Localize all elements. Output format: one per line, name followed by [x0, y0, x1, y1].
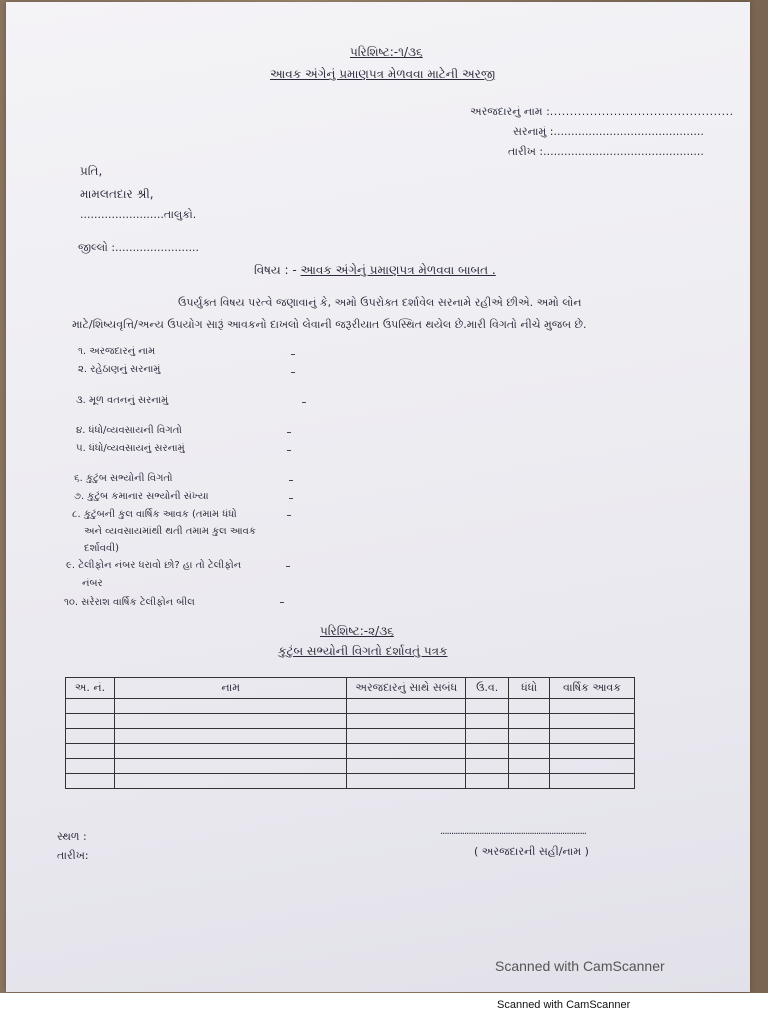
- field-dash: [287, 515, 291, 516]
- table-row: [66, 759, 635, 774]
- annexure-2-title: કુટુંબ સભ્યોની વિગતો દર્શાવતું પત્રક: [278, 644, 448, 658]
- field-business-details: ૪. ધંધો/વ્યવસાયની વિગતો: [76, 425, 182, 436]
- field-residence-address: ૨. રહેઠાણનું સરનામું: [78, 364, 161, 375]
- table-cell: [347, 744, 466, 759]
- field-annual-income-end: દર્શાવવી): [84, 543, 119, 554]
- table-cell: [114, 759, 346, 774]
- col-relation: અરજદારનું સાથે સબંધ: [347, 678, 466, 699]
- applicant-name-label: અરજદારનું નામ :: [470, 105, 550, 118]
- table-cell: [466, 744, 509, 759]
- table-cell: [66, 759, 115, 774]
- table-cell: [466, 774, 509, 789]
- subject-text: આવક અંગેનું પ્રમાણપત્ર મેળવવા બાબત .: [300, 263, 496, 277]
- field-annual-income-cont: અને વ્યવસાયમાંથી થતી તમામ કુલ આવક: [84, 526, 256, 537]
- table-cell: [114, 729, 346, 744]
- table-cell: [347, 729, 466, 744]
- date-label: તારીખ:: [57, 849, 89, 862]
- table-cell: [114, 774, 346, 789]
- table-cell: [509, 714, 550, 729]
- table-row: [66, 699, 635, 714]
- addressee-district: જીલ્લો :........................: [78, 241, 199, 254]
- field-applicant-name: ૧. અરજદારનું નામ: [78, 346, 156, 357]
- table-cell: [66, 774, 115, 789]
- subject-label: વિષય : -: [254, 263, 297, 277]
- table-header-row: [66, 678, 635, 699]
- table-cell: [66, 699, 115, 714]
- col-serial-number: અ. નં.: [66, 678, 115, 699]
- field-family-members: ૬. કુટુંબ સભ્યોની વિગતો: [74, 473, 173, 484]
- field-native-address: ૩. મૂળ વતનનું સરનામું: [76, 395, 169, 406]
- annexure-1-label: પરિશિષ્ટ:-૧/૩૬: [350, 45, 423, 59]
- table-cell: [347, 699, 466, 714]
- family-members-table: [65, 677, 635, 789]
- field-dash: [291, 372, 295, 373]
- field-telephone: ૯. ટેલીફોન નંબર ધરાવો છો? હા તો ટેલીફોન: [66, 560, 242, 571]
- table-cell: [347, 759, 466, 774]
- table-cell: [466, 759, 509, 774]
- field-earning-members: ૭. કુટુંબ કમાનાર સભ્યોની સંખ્યા: [74, 491, 209, 502]
- table-cell: [550, 729, 635, 744]
- field-dash: [289, 480, 293, 481]
- field-telephone-number: નંબર: [82, 578, 103, 589]
- footer-bar: [0, 993, 768, 1024]
- table-cell: [114, 744, 346, 759]
- table-cell: [66, 729, 115, 744]
- table-cell: [550, 714, 635, 729]
- table-cell: [509, 699, 550, 714]
- table-cell: [550, 744, 635, 759]
- field-dash: [302, 402, 306, 403]
- table-row: [66, 774, 635, 789]
- applicant-date-label: તારીખ :: [508, 145, 544, 158]
- table-cell: [550, 759, 635, 774]
- table-cell: [509, 774, 550, 789]
- camscanner-footer-text: Scanned with CamScanner: [497, 999, 631, 1011]
- signature-label: ( અરજદારની સહી/નામ ): [474, 845, 589, 858]
- table-cell: [509, 759, 550, 774]
- place-label: સ્થળ :: [57, 830, 87, 843]
- col-name: નામ: [114, 678, 346, 699]
- table-cell: [114, 714, 346, 729]
- table-cell: [347, 714, 466, 729]
- table-cell: [509, 744, 550, 759]
- field-dash: [287, 450, 291, 451]
- addressee-to: પ્રતિ,: [80, 164, 103, 178]
- table-cell: [66, 744, 115, 759]
- table-cell: [347, 774, 466, 789]
- table-cell: [114, 699, 346, 714]
- field-dash: [286, 566, 290, 567]
- body-line-2: માટે/શિષ્યવૃત્તિ/અન્ય ઉપયોગ સારૂં આવકનો દાખલો લેવાની જરૂરીયાત ઉપસ્થિત થયેલ છે.મારી વિગતો નીચે મુજબ છે.: [72, 318, 587, 331]
- addressee-officer: મામલતદાર શ્રી,: [80, 187, 154, 201]
- table-cell: [509, 729, 550, 744]
- form-title: આવક અંગેનું પ્રમાણપત્ર મેળવવા માટેની અરજી: [270, 67, 496, 81]
- subject-line: [254, 263, 496, 278]
- annexure-2-label: પરિશિષ્ટ:-૨/૩૬: [320, 624, 394, 638]
- table-cell: [550, 774, 635, 789]
- table-cell: [466, 714, 509, 729]
- applicant-address-line: સરનામું :...........................................: [513, 125, 704, 138]
- applicant-name-line: અરજદારનું નામ :..............................................: [470, 105, 734, 118]
- applicant-date-line: તારીખ :..............................................: [508, 145, 704, 158]
- table-row: [66, 714, 635, 729]
- table-cell: [66, 714, 115, 729]
- field-dash: [291, 354, 295, 355]
- table-row: [66, 744, 635, 759]
- body-line-1: ઉપર્યુક્ત વિષય પરત્વે જણાવાનું કે, અમો ઉપરોક્ત દર્શાવેલ સરનામે રહીએ છીએ. અમો લોન: [178, 296, 582, 309]
- col-annual-income: વાર્ષિક આવક: [550, 678, 635, 699]
- table-row: [66, 729, 635, 744]
- field-dash: [280, 602, 284, 603]
- applicant-address-label: સરનામું :: [513, 125, 554, 138]
- field-telephone-bill: ૧૦. સરેરાશ વાર્ષિક ટેલીફોન બીલ: [64, 597, 195, 608]
- table-cell: [466, 729, 509, 744]
- col-age: ઉ.વ.: [466, 678, 509, 699]
- field-dash: [289, 498, 293, 499]
- field-annual-income: ૮. કુટુંબની કુલ વાર્ષિક આવક (તમામ ધંધો: [72, 509, 237, 520]
- signature-line: ...................................................................: [440, 826, 586, 837]
- table-cell: [466, 699, 509, 714]
- table-cell: [550, 699, 635, 714]
- addressee-taluka: ........................તાલુકો.: [80, 208, 197, 221]
- col-occupation: ધંધો: [509, 678, 550, 699]
- field-dash: [287, 432, 291, 433]
- camscanner-watermark: Scanned with CamScanner: [495, 958, 665, 974]
- field-business-address: ૫. ધંધો/વ્યવસાયનું સરનામું: [76, 443, 185, 454]
